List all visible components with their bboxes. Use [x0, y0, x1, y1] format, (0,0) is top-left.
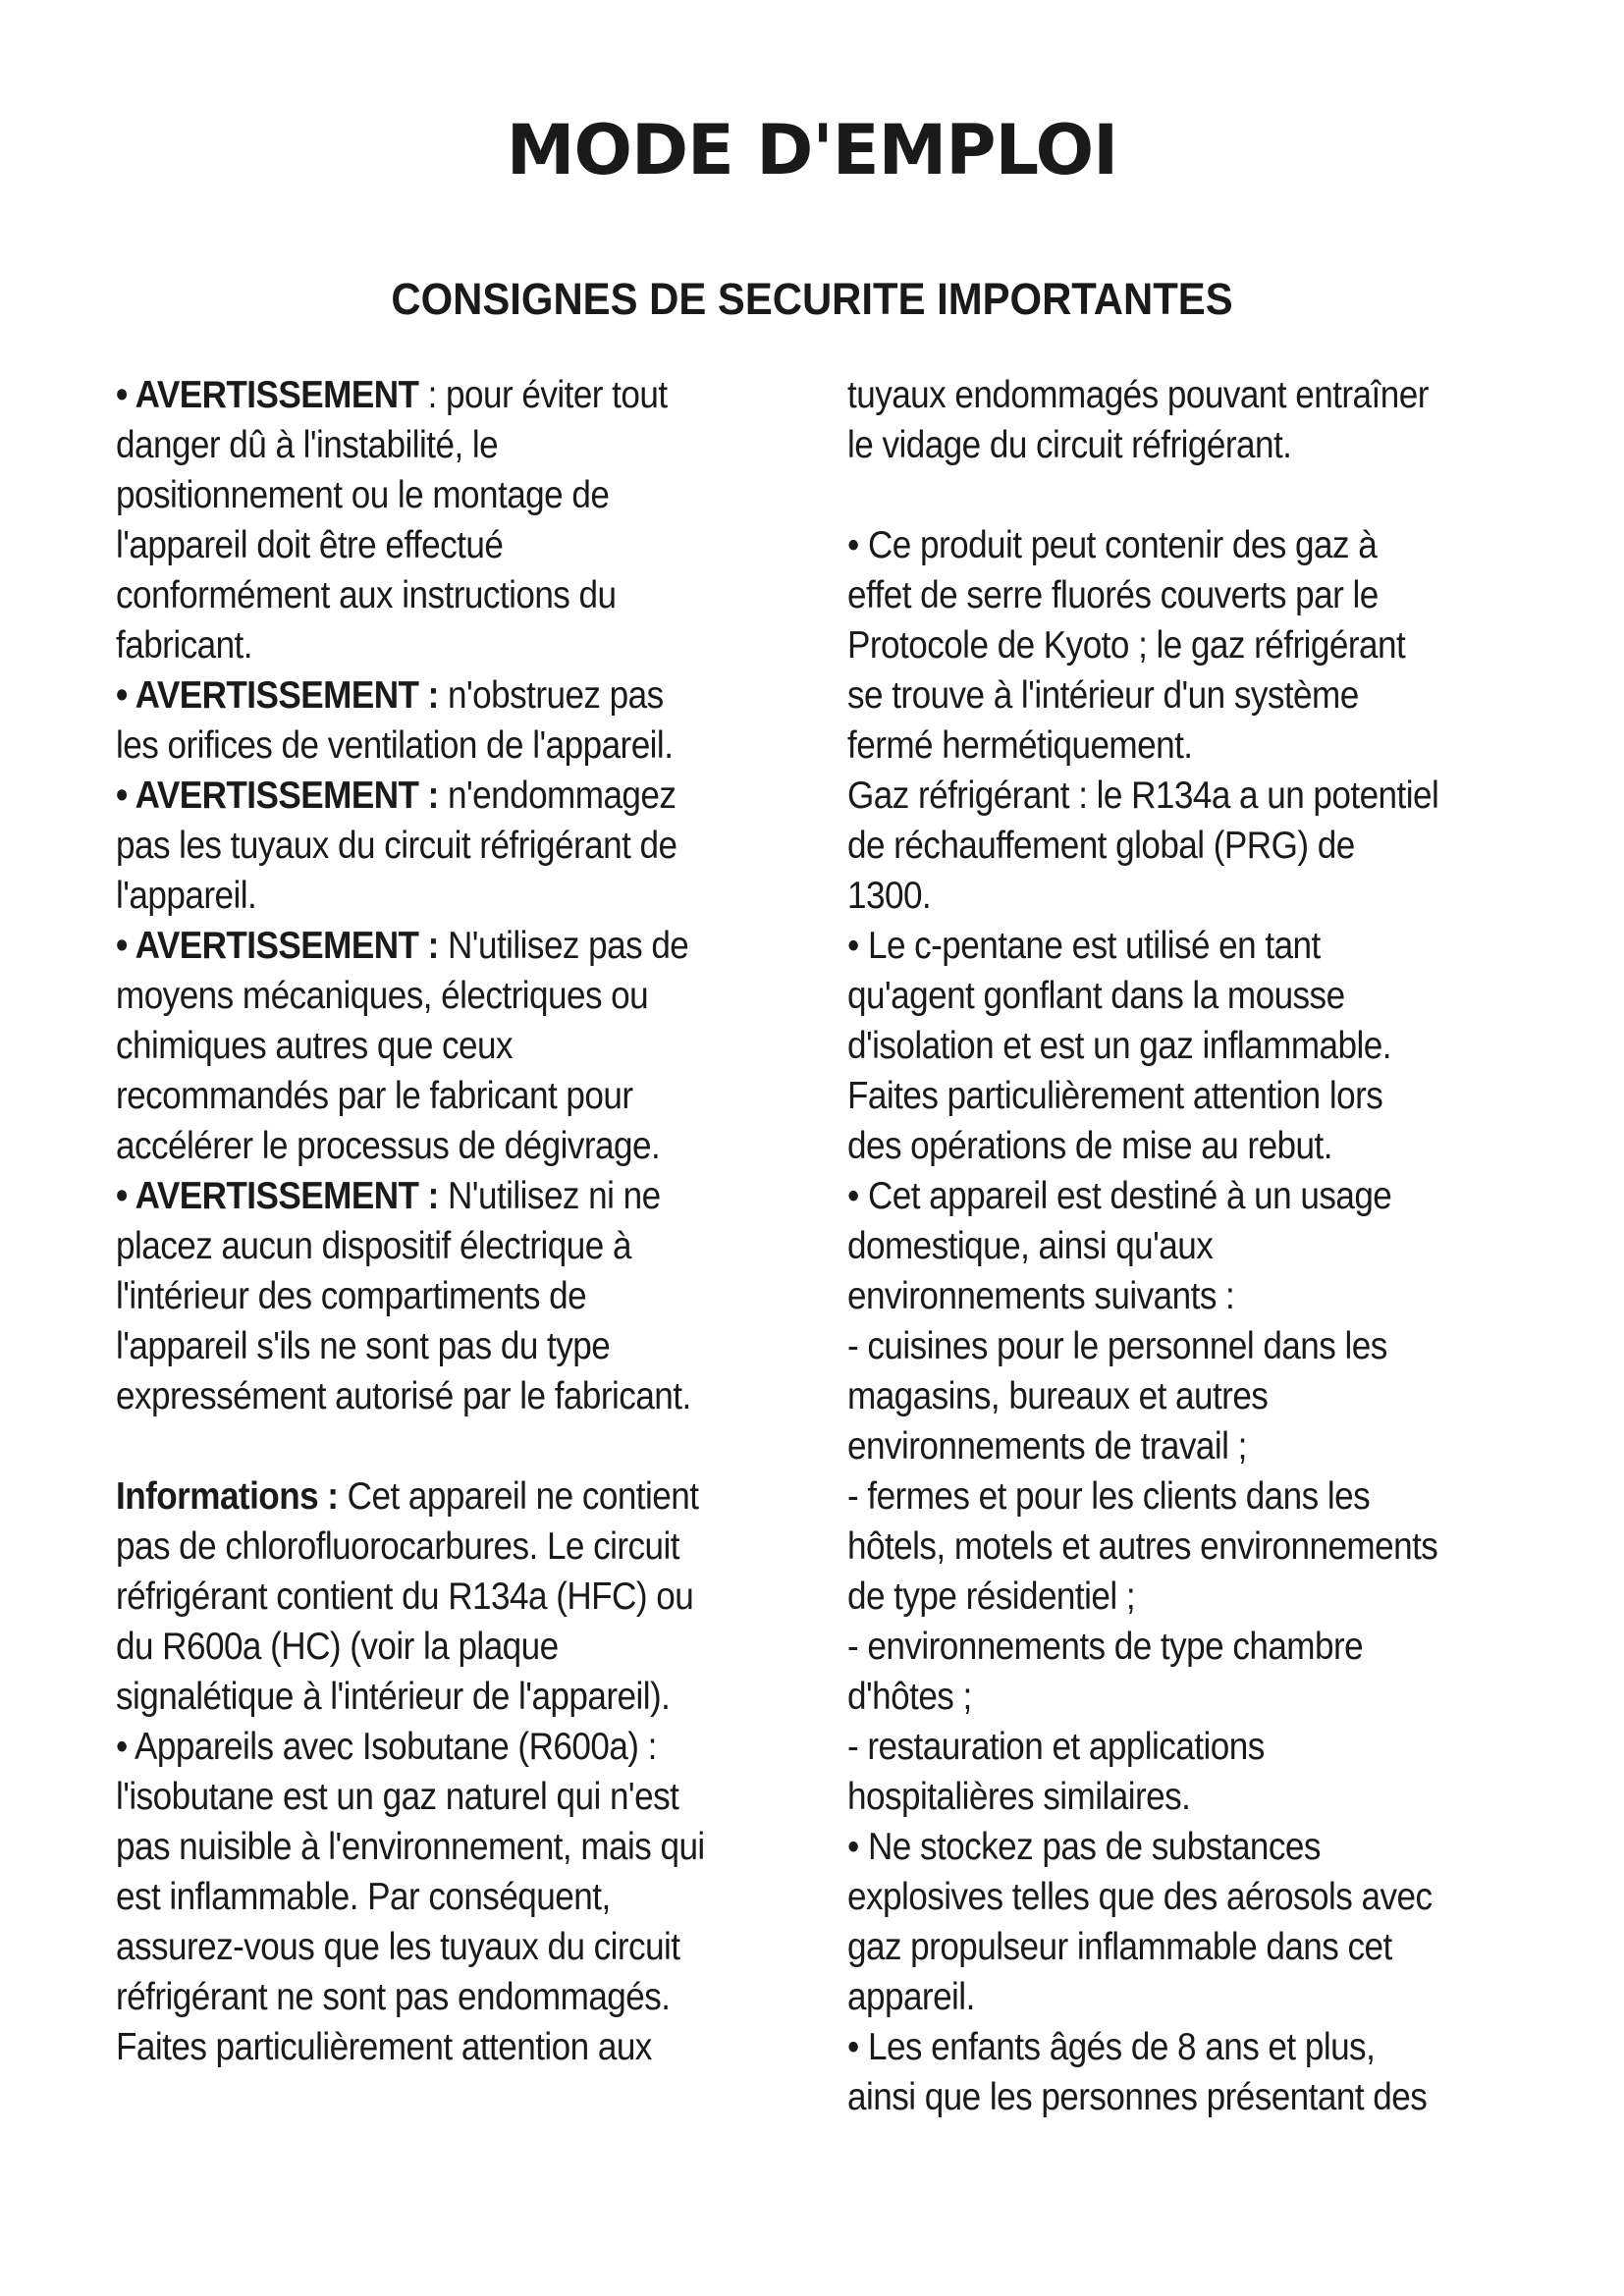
text-line: conformément aux instructions du — [116, 574, 617, 616]
text-line: l'appareil s'ils ne sont pas du type — [116, 1325, 611, 1367]
warning-label: • AVERTISSEMENT : — [116, 674, 439, 717]
text-line: du R600a (HC) (voir la plaque — [116, 1626, 559, 1668]
text-line: domestique, ainsi qu'aux — [847, 1225, 1214, 1267]
warning-electrical-devices-paragraph — [116, 1171, 814, 1421]
text-line: • Le c-pentane est utilisé en tant — [847, 925, 1321, 967]
text-line: gaz propulseur inflammable dans cet — [847, 1926, 1392, 1968]
text-line: • Ce produit peut contenir des gaz à — [847, 524, 1378, 566]
text-line: assurez-vous que les tuyaux du circuit — [116, 1926, 680, 1968]
text-line: hospitalières similaires. — [847, 1776, 1191, 1818]
text-line: effet de serre fluorés couverts par le — [847, 574, 1379, 616]
text-line: des opérations de mise au rebut. — [847, 1125, 1332, 1167]
text-line: - restauration et applications — [847, 1726, 1265, 1768]
text-line: le vidage du circuit réfrigérant. — [847, 424, 1292, 466]
text-line: • Ne stockez pas de substances — [847, 1826, 1321, 1868]
text-line: positionnement ou le montage de — [116, 474, 610, 516]
text-line: environnements suivants : — [847, 1275, 1235, 1317]
text-line: • Les enfants âgés de 8 ans et plus, — [847, 2026, 1376, 2068]
text-line: l'appareil doit être effectué — [116, 524, 504, 566]
first-line-text: : pour éviter tout — [418, 374, 668, 416]
paragraph-first-line — [116, 1471, 814, 1522]
paragraph-first-line — [116, 1171, 814, 1221]
text-line: l'appareil. — [116, 875, 257, 917]
text-line: signalétique à l'intérieur de l'appareil). — [116, 1676, 671, 1718]
text-line: fabricant. — [116, 624, 252, 667]
warning-ventilation-paragraph — [116, 670, 814, 771]
section-heading: CONSIGNES DE SECURITE IMPORTANTES — [391, 274, 1233, 324]
text-line: pas nuisible à l'environnement, mais qui — [116, 1826, 705, 1868]
text-line: fermé hermétiquement. — [847, 724, 1193, 767]
text-line: Faites particulièrement attention lors — [847, 1075, 1383, 1117]
warning-label: • AVERTISSEMENT — [116, 374, 419, 416]
text-line: de type résidentiel ; — [847, 1575, 1136, 1618]
text-line: appareil. — [847, 1976, 975, 2018]
text-line: réfrigérant contient du R134a (HFC) ou — [116, 1575, 694, 1618]
text-line: magasins, bureaux et autres — [847, 1375, 1269, 1417]
warning-label: • AVERTISSEMENT : — [116, 774, 439, 817]
text-line: d'isolation et est un gaz inflammable. — [847, 1025, 1391, 1067]
warning-label: • AVERTISSEMENT : — [116, 1175, 439, 1217]
text-line: hôtels, motels et autres environnements — [847, 1525, 1438, 1568]
warning-label: • AVERTISSEMENT : — [116, 925, 439, 967]
paragraph-first-line — [116, 670, 814, 721]
fluorinated-gas-paragraph — [847, 520, 1598, 921]
text-line: • Appareils avec Isobutane (R600a) : — [116, 1726, 657, 1768]
text-line: explosives telles que des aérosols avec — [847, 1876, 1433, 1918]
damaged-pipes-continuation-paragraph — [847, 370, 1598, 470]
text-line: qu'agent gonflant dans la mousse — [847, 975, 1345, 1017]
text-line: - cuisines pour le personnel dans les — [847, 1325, 1387, 1367]
text-line: 1300. — [847, 875, 932, 917]
paragraph-gap — [116, 1421, 814, 1471]
text-line: d'hôtes ; — [847, 1676, 972, 1718]
paragraph-first-line — [116, 370, 814, 420]
warning-label: Informations : — [116, 1475, 339, 1518]
paragraph-first-line — [116, 921, 814, 971]
text-line: l'isobutane est un gaz naturel qui n'est — [116, 1776, 679, 1818]
text-line: placez aucun dispositif électrique à — [116, 1225, 631, 1267]
text-line: les orifices de ventilation de l'appareil. — [116, 724, 674, 767]
information-paragraph — [116, 1471, 814, 1722]
text-line: environnements de travail ; — [847, 1425, 1247, 1468]
first-line-text: Cet appareil ne contient — [338, 1475, 699, 1518]
text-line: chimiques autres que ceux — [116, 1025, 514, 1067]
warning-stability-paragraph — [116, 370, 814, 670]
text-line: réfrigérant ne sont pas endommagés. — [116, 1976, 671, 2018]
right-column — [847, 370, 1598, 2122]
text-line: Protocole de Kyoto ; le gaz réfrigérant — [847, 624, 1406, 667]
text-line: recommandés par le fabricant pour — [116, 1075, 633, 1117]
isobutane-paragraph — [116, 1722, 814, 2072]
text-line: de réchauffement global (PRG) de — [847, 825, 1355, 867]
text-line: danger dû à l'instabilité, le — [116, 424, 499, 466]
text-line: - fermes et pour les clients dans les — [847, 1475, 1371, 1518]
text-line: accélérer le processus de dégivrage. — [116, 1125, 661, 1167]
text-line: pas de chlorofluorocarbures. Le circuit — [116, 1525, 680, 1568]
text-line: l'intérieur des compartiments de — [116, 1275, 587, 1317]
domestic-use-paragraph — [847, 1171, 1598, 1822]
left-column — [116, 370, 814, 2072]
text-line: se trouve à l'intérieur d'un système — [847, 674, 1359, 717]
explosive-substances-paragraph — [847, 1822, 1598, 2022]
text-line: moyens mécaniques, électriques ou — [116, 975, 649, 1017]
warning-defrosting-paragraph — [116, 921, 814, 1171]
text-line: tuyaux endommagés pouvant entraîner — [847, 374, 1429, 416]
text-line: Gaz réfrigérant : le R134a a un potentiel — [847, 774, 1439, 817]
first-line-text: n'endommagez — [438, 774, 677, 817]
text-line: pas les tuyaux du circuit réfrigérant de — [116, 825, 677, 867]
first-line-text: n'obstruez pas — [438, 674, 664, 717]
children-paragraph — [847, 2022, 1598, 2122]
text-line: Faites particulièrement attention aux — [116, 2026, 652, 2068]
warning-refrigerant-pipes-paragraph — [116, 771, 814, 921]
text-line: • Cet appareil est destiné à un usage — [847, 1175, 1392, 1217]
text-line: - environnements de type chambre — [847, 1626, 1364, 1668]
text-line: est inflammable. Par conséquent, — [116, 1876, 611, 1918]
text-line: ainsi que les personnes présentant des — [847, 2076, 1428, 2118]
paragraph-first-line — [116, 771, 814, 821]
page-title: MODE D'EMPLOI — [506, 110, 1118, 190]
paragraph-gap — [847, 470, 1598, 520]
text-line: expressément autorisé par le fabricant. — [116, 1375, 691, 1417]
first-line-text: N'utilisez ni ne — [438, 1175, 661, 1217]
c-pentane-paragraph — [847, 921, 1598, 1171]
first-line-text: N'utilisez pas de — [438, 925, 689, 967]
